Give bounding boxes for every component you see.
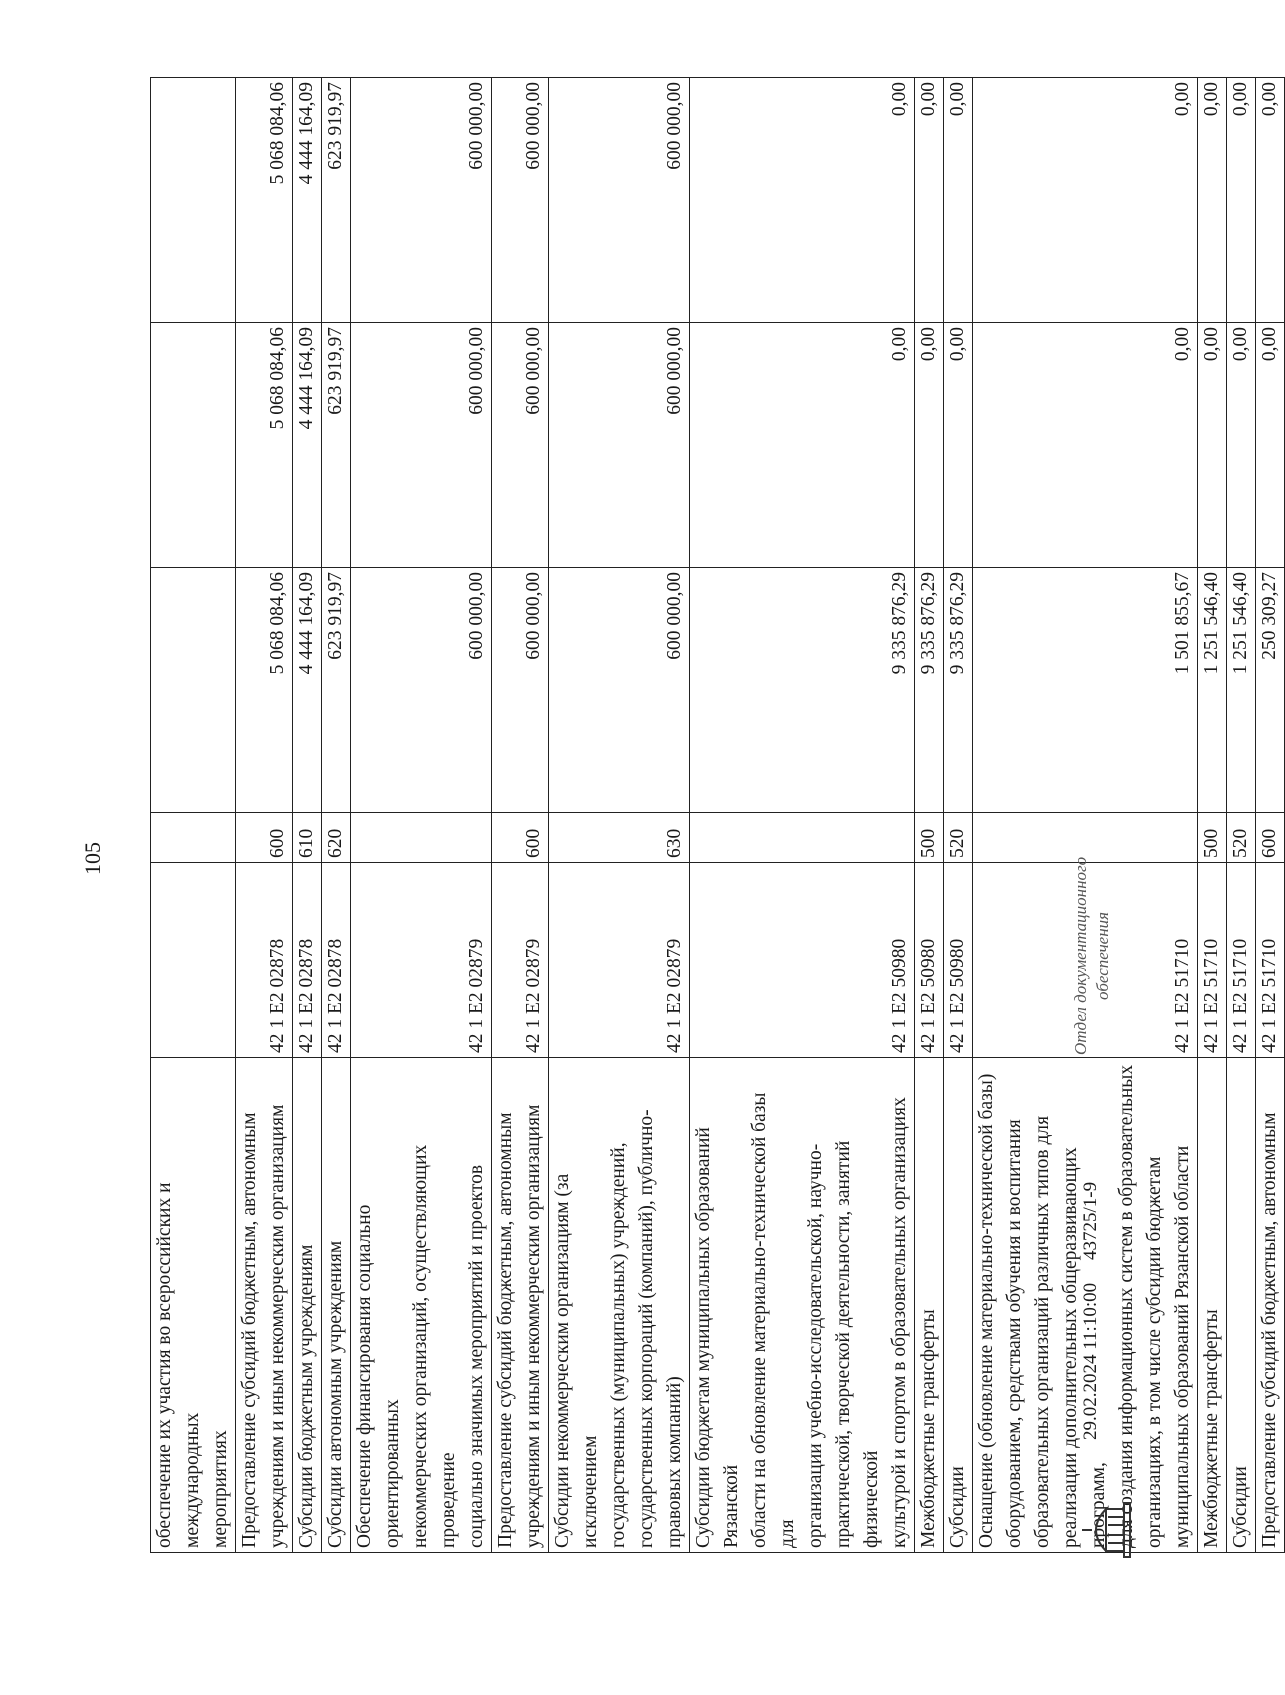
row-value-1-cell: 600 000,00 (549, 568, 690, 813)
row-value-2-cell: 0,00 (915, 323, 944, 568)
row-value-1-cell: 600 000,00 (492, 568, 549, 813)
row-value-2-cell: 5 068 084,06 (236, 323, 293, 568)
row-value-3-cell (151, 78, 236, 323)
row-value-3-cell: 0,00 (915, 78, 944, 323)
row-name-line: образовательных организаций различных типов для (1032, 1115, 1053, 1548)
row-value-3-cell: 0,00 (690, 78, 915, 323)
table-row (1256, 78, 1285, 1553)
row-name-line: Предоставление субсидий бюджетным, автономным (239, 1112, 260, 1548)
row-value-3-cell: 5 068 084,06 (236, 78, 293, 323)
row-value-1-cell: 9 335 876,29 (915, 568, 944, 813)
row-name-line: организациях, в том числе субсидии бюджетам (1144, 1156, 1165, 1548)
row-name-line: для создания информационных систем в образовательных (1116, 1064, 1137, 1548)
row-value-1-cell: 4 444 164,09 (293, 568, 322, 813)
row-value-1-cell: 1 251 546,40 (1227, 568, 1256, 813)
row-code-cell (151, 863, 236, 1058)
row-value-3-cell: 0,00 (1256, 78, 1285, 323)
row-name-line: некоммерческих организаций, осуществляющих проведение (410, 1144, 459, 1548)
row-type-cell: 610 (293, 813, 322, 863)
row-value-2-cell: 623 919,97 (322, 323, 351, 568)
table-row (151, 78, 236, 1553)
row-name-cell (1227, 1058, 1256, 1553)
row-type-cell (351, 813, 492, 863)
row-type-cell (151, 813, 236, 863)
row-name-line: Предоставление субсидий бюджетным, автономным (495, 1112, 516, 1548)
row-code-cell: 42 1 Е2 50980 (915, 863, 944, 1058)
row-name-cell (492, 1058, 549, 1553)
row-name-cell (915, 1058, 944, 1553)
row-value-2-cell: 0,00 (973, 323, 1198, 568)
row-value-1-cell: 623 919,97 (322, 568, 351, 813)
row-code-cell: 42 1 Е2 02879 (492, 863, 549, 1058)
row-name-line: правовых компаний) (664, 1376, 685, 1548)
row-name-cell (151, 1058, 236, 1553)
table-row (293, 78, 322, 1553)
row-name-cell (322, 1058, 351, 1553)
row-code-cell: 42 1 Е2 02878 (293, 863, 322, 1058)
row-type-cell: 500 (915, 813, 944, 863)
row-name-line: Оснащение (обновление материально-технической базы) (976, 1073, 997, 1548)
row-value-2-cell: 0,00 (1227, 323, 1256, 568)
table-row (322, 78, 351, 1553)
row-name-cell (549, 1058, 690, 1553)
row-value-2-cell: 600 000,00 (549, 323, 690, 568)
row-code-cell: 42 1 Е2 50980 (944, 863, 973, 1058)
row-name-line: организации учебно-исследовательской, научно- (805, 1143, 826, 1548)
row-type-cell (690, 813, 915, 863)
row-name-cell (690, 1058, 915, 1553)
row-name-cell (944, 1058, 973, 1553)
row-code-cell: 42 1 Е2 02878 (322, 863, 351, 1058)
row-name-line: государственных корпораций (компаний), публично- (636, 1109, 657, 1548)
table-row (1227, 78, 1256, 1553)
row-name-line: культурой и спортом в образовательных организациях (889, 1097, 910, 1548)
row-code-cell: 42 1 Е2 51710 (1227, 863, 1256, 1058)
row-type-cell (973, 813, 1198, 863)
row-value-1-cell: 5 068 084,06 (236, 568, 293, 813)
row-type-cell: 630 (549, 813, 690, 863)
row-type-cell: 520 (944, 813, 973, 863)
table-row (351, 78, 492, 1553)
row-name-cell (1198, 1058, 1227, 1553)
row-value-2-cell: 0,00 (1256, 323, 1285, 568)
row-name-cell (1256, 1058, 1285, 1553)
table-row (690, 78, 915, 1553)
page-number: 105 (80, 842, 105, 875)
row-name-cell (351, 1058, 492, 1553)
row-value-2-cell: 600 000,00 (492, 323, 549, 568)
row-name-line: Субсидии бюджетам муниципальных образований Рязанской (693, 1127, 742, 1548)
row-type-cell: 600 (236, 813, 293, 863)
row-value-1-cell: 600 000,00 (351, 568, 492, 813)
row-code-cell: 42 1 Е2 02879 (351, 863, 492, 1058)
table-row (944, 78, 973, 1553)
row-name-line: Межбюджетные трансферты (1201, 1309, 1222, 1548)
row-type-cell: 500 (1198, 813, 1227, 863)
table-row (492, 78, 549, 1553)
row-value-1-cell: 9 335 876,29 (944, 568, 973, 813)
row-name-line: Субсидии (947, 1466, 968, 1548)
row-name-line: мероприятиях (210, 1430, 231, 1548)
stamp-line-2: обеспечения (1093, 911, 1112, 1000)
row-value-2-cell: 4 444 164,09 (293, 323, 322, 568)
row-name-line: муниципальных образований Рязанской области (1172, 1145, 1193, 1548)
row-name-line: государственных (муниципальных) учреждений, (608, 1142, 629, 1548)
row-value-3-cell: 623 919,97 (322, 78, 351, 323)
row-value-3-cell: 0,00 (973, 78, 1198, 323)
row-name-line: учреждениям и иным некоммерческим организациям (523, 1104, 544, 1548)
row-code-cell: 42 1 Е2 02878 (236, 863, 293, 1058)
row-name-line: реализации дополнительных общеразвивающих программ, (1060, 1147, 1109, 1548)
emblem-icon (1080, 1495, 1140, 1565)
row-value-3-cell: 0,00 (1198, 78, 1227, 323)
row-name-line: социально значимых мероприятий и проектов (466, 1164, 487, 1548)
row-type-cell: 620 (322, 813, 351, 863)
table-row (236, 78, 293, 1553)
row-code-cell: 42 1 Е2 50980 (690, 863, 915, 1058)
row-name-line: Субсидии бюджетным учреждениям (296, 1244, 317, 1548)
footer-datetime: 29.02.2024 11:10:00 (1080, 1282, 1101, 1440)
budget-table (150, 77, 1285, 1553)
row-value-3-cell: 600 000,00 (549, 78, 690, 323)
row-name-line: Межбюджетные трансферты (918, 1309, 939, 1548)
table-row (915, 78, 944, 1553)
row-type-cell: 600 (492, 813, 549, 863)
row-name-cell (293, 1058, 322, 1553)
row-name-line: области на обновление материально-технической базы для (749, 1092, 798, 1548)
table-row (1198, 78, 1227, 1553)
stamp-line-1: Отдел документационного (1071, 856, 1090, 1055)
row-name-line: оборудованием, средствами обучения и воспитания (1004, 1119, 1025, 1548)
row-value-3-cell: 600 000,00 (351, 78, 492, 323)
row-name-line: Предоставление субсидий бюджетным, автономным (1259, 1112, 1280, 1548)
row-type-cell: 520 (1227, 813, 1256, 863)
row-value-2-cell: 0,00 (690, 323, 915, 568)
row-value-1-cell: 1 251 546,40 (1198, 568, 1227, 813)
row-value-3-cell: 0,00 (1227, 78, 1256, 323)
row-value-3-cell: 0,00 (944, 78, 973, 323)
row-value-3-cell: 4 444 164,09 (293, 78, 322, 323)
office-stamp (1070, 857, 1114, 1055)
budget-table-body (151, 78, 1285, 1553)
row-value-2-cell: 0,00 (1198, 323, 1227, 568)
row-value-2-cell: 0,00 (944, 323, 973, 568)
row-value-1-cell: 250 309,27 (1256, 568, 1285, 813)
table-row (549, 78, 690, 1553)
row-value-1-cell (151, 568, 236, 813)
row-name-line: обеспечение их участия во всероссийских и международных (154, 1182, 203, 1548)
row-value-1-cell: 1 501 855,67 (973, 568, 1198, 813)
row-value-1-cell: 9 335 876,29 (690, 568, 915, 813)
row-value-3-cell: 600 000,00 (492, 78, 549, 323)
footer-doc-number: 43725/1-9 (1080, 1181, 1101, 1260)
row-name-cell (236, 1058, 293, 1553)
row-name-line: Субсидии (1230, 1466, 1251, 1548)
row-code-cell: 42 1 Е2 51710 (1198, 863, 1227, 1058)
row-type-cell: 600 (1256, 813, 1285, 863)
row-value-2-cell (151, 323, 236, 568)
row-name-line: учреждениям и иным некоммерческим организациям (267, 1104, 288, 1548)
row-code-cell: 42 1 Е2 51710 (1256, 863, 1285, 1058)
row-name-line: Субсидии автономным учреждениям (325, 1240, 346, 1548)
row-name-line: практической, творческой деятельности, занятий физической (833, 1140, 882, 1548)
row-name-line: Субсидии некоммерческим организациям (за исключением (552, 1173, 601, 1548)
row-code-cell: 42 1 Е2 51710 (973, 863, 1198, 1058)
row-value-2-cell: 600 000,00 (351, 323, 492, 568)
row-code-cell: 42 1 Е2 02879 (549, 863, 690, 1058)
row-name-line: Обеспечение финансирования социально ориентированных (354, 1204, 403, 1548)
